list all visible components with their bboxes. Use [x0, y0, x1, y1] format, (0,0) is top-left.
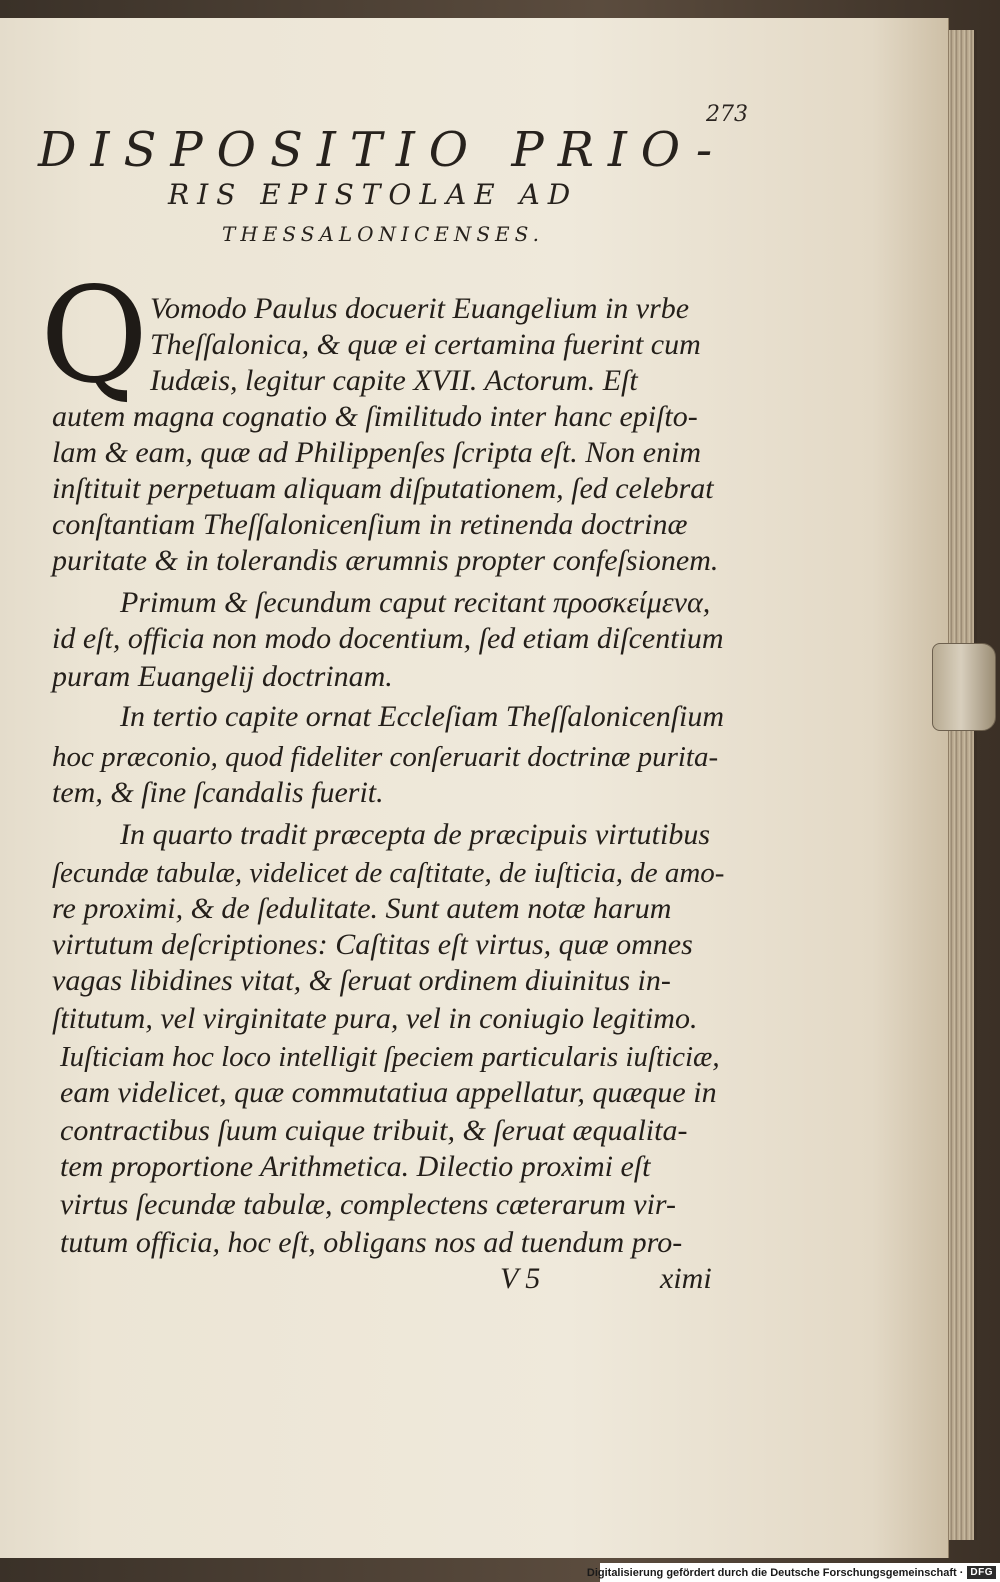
text-line: Iudæis, legitur capite XVII. Actorum. Eſt — [150, 364, 638, 397]
text-line: tem proportione Arithmetica. Dilectio proximi eſt — [60, 1150, 651, 1183]
text-line: virtus ſecundæ tabulæ, complectens cæterarum vir- — [60, 1188, 676, 1221]
text-line: re proximi, & de ſedulitate. Sunt autem notæ harum — [52, 892, 672, 925]
catchword: ximi — [660, 1262, 712, 1295]
text-line: Primum & ſecundum caput recitant προσκείμενα, — [120, 586, 711, 619]
text-line: Theſſalonica, & quæ ei certamina fuerint cum — [150, 328, 701, 361]
signature-mark: V 5 — [500, 1262, 541, 1295]
dfg-logo: DFG — [967, 1566, 996, 1579]
text-line: In quarto tradit præcepta de præcipuis virtutibus — [120, 818, 710, 851]
text-line: hoc præconio, quod fideliter conſeruarit doctrinæ purita- — [52, 741, 719, 773]
text-line: tutum officia, hoc eſt, obligans nos ad tuendum pro- — [60, 1226, 683, 1259]
drop-cap: Q — [40, 259, 149, 413]
text-line: puritate & in tolerandis ærumnis propter confeſsionem. — [52, 544, 719, 577]
text-line: ſtitutum, vel virginitate pura, vel in coniugio legitimo. — [52, 1002, 698, 1035]
title-line-3: THESSALONICENSES. — [222, 222, 545, 246]
footer-credit: Digitalisierung gefördert durch die Deutsche Forschungsgemeinschaft · — [586, 1566, 964, 1579]
text-line: lam & eam, quæ ad Philippenſes ſcripta eſt. Non enim — [52, 436, 702, 469]
digitization-footer — [586, 1563, 1000, 1582]
text-line: Iuſticiam hoc loco intelligit ſpeciem particularis iuſticiæ, — [60, 1041, 720, 1073]
title-line-2: RIS EPISTOLAE AD — [168, 178, 579, 211]
page-number: 273 — [706, 102, 748, 127]
text-line: contractibus ſuum cuique tribuit, & ſeruat æqualita- — [60, 1114, 688, 1147]
text-line: ſecundæ tabulæ, videlicet de caſtitate, de iuſticia, de amo- — [52, 857, 725, 889]
text-line: conſtantiam Theſſalonicenſium in retinenda doctrinæ — [52, 508, 688, 541]
text-line: virtutum deſcriptiones: Caſtitas eſt virtus, quæ omnes — [52, 928, 693, 961]
book-clasp — [932, 643, 996, 731]
text-line: vagas libidines vitat, & ſeruat ordinem diuinitus in- — [52, 964, 671, 997]
text-line: inſtituit perpetuam aliquam diſputationem, ſed celebrat — [52, 472, 714, 505]
text-line: puram Euangelij doctrinam. — [52, 660, 393, 693]
text-line: id eſt, officia non modo docentium, ſed etiam diſcentium — [52, 622, 724, 655]
text-line: tem, & ſine ſcandalis fuerit. — [52, 776, 384, 809]
text-line: autem magna cognatio & ſimilitudo inter hanc epiſto- — [52, 400, 698, 433]
title-line-1: DISPOSITIO PRIO- — [38, 122, 727, 178]
text-line: eam videlicet, quæ commutatiua appellatur, quæque in — [60, 1076, 717, 1109]
text-line: In tertio capite ornat Eccleſiam Theſſalonicenſium — [120, 700, 725, 733]
text-line: Vomodo Paulus docuerit Euangelium in vrbe — [150, 292, 690, 325]
